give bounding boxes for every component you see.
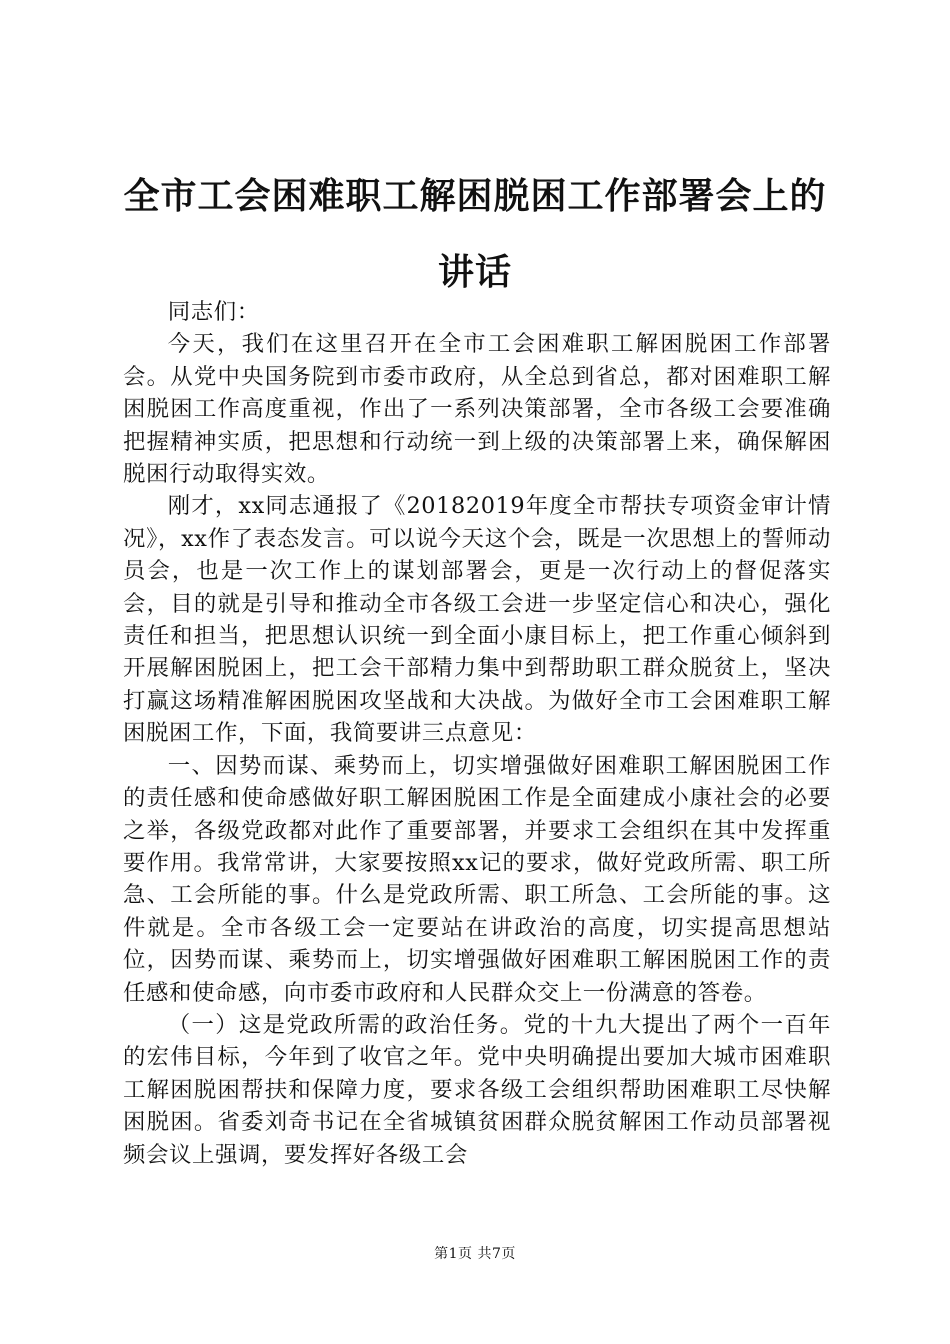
page-number-footer: 第1页 共7页 [434,1246,516,1262]
body-paragraph: 一、因势而谋、乘势而上，切实增强做好困难职工解困脱困工作的责任感和使命感做好职工解困脱困工作是全面建成小康社会的必要之举，各级党政都对此作了重要部署，并要求工会组织在其中发挥重要作用。我常常讲，大家要按照xx记的要求，做好党政所需、职工所急、工会所能的事。什么是党政所需、职工所急、工会所能的事。这件就是。全市各级工会一定要站在讲政治的高度，切实提高思想站位，因势而谋、乘势而上，切实增强做好困难职工解困脱困工作的责任感和使命感，向市委市政府和人民群众交上一份满意的答卷。 [123,752,831,1006]
body-paragraph: 刚才，xx同志通报了《20182019年度全市帮扶专项资金审计情况》，xx作了表态发言。可以说今天这个会，既是一次思想上的誓师动员会，也是一次工作上的谋划部署会，更是一次行动上的督促落实会，目的就是引导和推动全市各级工会进一步坚定信心和决心，强化责任和担当，把思想认识统一到全面小康目标上，把工作重心倾斜到开展解困脱困上，把工会干部精力集中到帮助职工群众脱贫上，坚决打赢这场精准解困脱困攻坚战和大决战。为做好全市工会困难职工解困脱困工作，下面，我简要讲三点意见： [123,493,831,747]
body-paragraph: （一）这是党政所需的政治任务。党的十九大提出了两个一百年的宏伟目标，今年到了收官之年。党中央明确提出要加大城市困难职工解困脱困帮扶和保障力度，要求各级工会组织帮助困难职工尽快解困脱困。省委刘奇书记在全省城镇贫困群众脱贫解困工作动员部署视频会议上强调，要发挥好各级工会 [123,1011,831,1168]
document-body [123,296,831,1171]
salutation-paragraph: 同志们： [167,299,260,325]
body-paragraph: 今天，我们在这里召开在全市工会困难职工解困脱困工作部署会。从党中央国务院到市委市政府，从全总到省总，都对困难职工解困脱困工作高度重视，作出了一系列决策部署，全市各级工会要准确把握精神实质，把思想和行动统一到上级的决策部署上来，确保解困脱困行动取得实效。 [123,331,831,488]
document-title: 全市工会困难职工解困脱困工作部署会上的讲话 [123,175,827,293]
